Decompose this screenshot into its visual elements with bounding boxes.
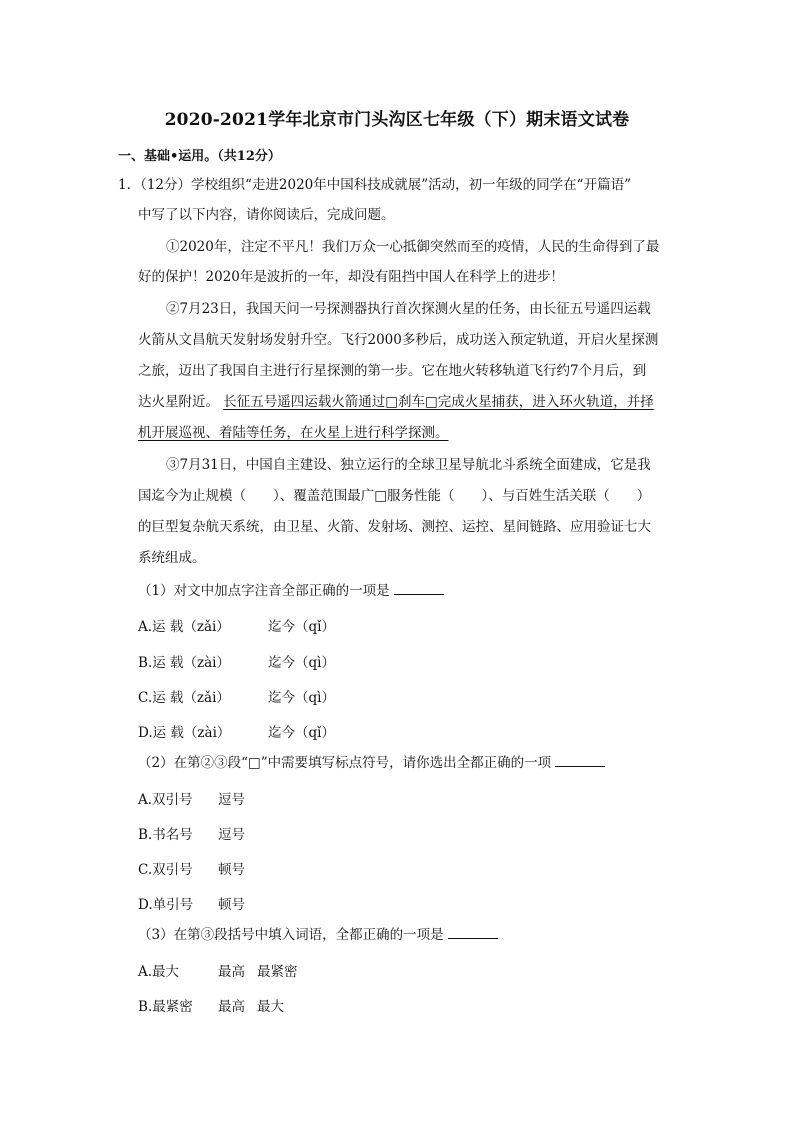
option-b: B.最紧密 bbox=[138, 999, 193, 1015]
option-c-second: 顿号 bbox=[218, 862, 245, 878]
paragraph-3: 的巨型复杂航天系统，由卫星、火箭、发射场、测控、运控、星间链路、应用验证七大 bbox=[138, 519, 651, 535]
subquestion-prompt: （2）在第②③段“□”中需要填写标点符号，请你选出全都正确的一项 bbox=[138, 755, 552, 771]
paragraph-2: 火箭从文昌航天发射场发射升空。飞行2000多秒后，成功送入预定轨道，开启火星探测 bbox=[138, 332, 659, 348]
option-a-second: 逗号 bbox=[218, 792, 245, 808]
option-d: D.单引号 bbox=[138, 897, 194, 913]
underlined-sentence: 长征五号遥四运载火箭通过□刹车□完成火星捕获，进入环火轨道，并择 bbox=[223, 394, 654, 410]
paragraph-2: 之旅，迈出了我国自主进行行星探测的第一步。它在地火转移轨道飞行约7个月后，到 bbox=[138, 363, 647, 379]
paragraph-2: ②7月23日，我国天问一号探测器执行首次探测火星的任务，由长征五号遥四运载 bbox=[166, 301, 651, 317]
paragraph-1: 好的保护！2020年是波折的一年，却没有阻挡中国人在科学上的进步！ bbox=[138, 269, 564, 285]
question-text: 中写了以下内容，请你阅读后，完成问题。 bbox=[138, 207, 395, 223]
option-d: D.运 载（zài） bbox=[138, 725, 231, 741]
subquestion-prompt: （1）对文中加点字注音全部正确的一项是 bbox=[138, 583, 390, 599]
option-b-second: 最高 bbox=[218, 999, 245, 1015]
option-c: C.双引号 bbox=[138, 862, 193, 878]
paragraph-3: 系统组成。 bbox=[138, 550, 206, 566]
subquestion-1 bbox=[138, 582, 444, 600]
option-d-second: 顿号 bbox=[218, 897, 245, 913]
paragraph-3: ③7月31日，中国自主建设、独立运行的全球卫星导航北斗系统全面建成，它是我 bbox=[166, 457, 651, 473]
paragraph-2-text: 达火星附近。 bbox=[138, 394, 219, 410]
subquestion-prompt: （3）在第③段括号中填入词语，全都正确的一项是 bbox=[138, 927, 444, 943]
option-a-second: 迄今（qǐ） bbox=[268, 619, 335, 635]
underlined-sentence: 机开展巡视、着陆等任务，在火星上进行科学探测。 bbox=[138, 425, 449, 441]
option-b-third: 最大 bbox=[257, 999, 284, 1015]
option-a: A.最大 bbox=[138, 964, 180, 980]
question-text: 1．（12分）学校组织“走进2020年中国科技成就展”活动，初一年级的同学在“开篇语” bbox=[118, 177, 631, 193]
option-a: A.双引号 bbox=[138, 792, 193, 808]
subquestion-2 bbox=[138, 754, 605, 772]
option-c: C.运 载（zǎi） bbox=[138, 690, 230, 706]
answer-blank bbox=[394, 582, 444, 595]
paragraph-2 bbox=[138, 393, 654, 411]
paragraph-3: 国迄今为止规模（ ）、覆盖范围最广□服务性能（ ）、与百姓生活关联（ ） bbox=[138, 488, 651, 504]
section-heading: 一、基础•运用。（共12分） bbox=[118, 149, 281, 164]
page-title: 2020-2021学年北京市门头沟区七年级（下）期末语文试卷 bbox=[164, 110, 630, 130]
answer-blank bbox=[555, 754, 605, 767]
option-d-second: 迄今（qǐ） bbox=[268, 725, 335, 741]
option-c-second: 迄今（qì） bbox=[268, 690, 335, 706]
subquestion-3 bbox=[138, 926, 498, 944]
paragraph-1: ①2020年，注定不平凡！我们万众一心抵御突然而至的疫情，人民的生命得到了最 bbox=[166, 239, 660, 255]
option-b-second: 迄今（qì） bbox=[268, 655, 335, 671]
option-b: B.运 载（zài） bbox=[138, 655, 230, 671]
answer-blank bbox=[448, 926, 498, 939]
option-a-third: 最紧密 bbox=[257, 964, 298, 980]
option-a: A.运 载（zǎi） bbox=[138, 619, 230, 635]
option-b-second: 逗号 bbox=[218, 827, 245, 843]
option-a-second: 最高 bbox=[218, 964, 245, 980]
option-b: B.书名号 bbox=[138, 827, 193, 843]
